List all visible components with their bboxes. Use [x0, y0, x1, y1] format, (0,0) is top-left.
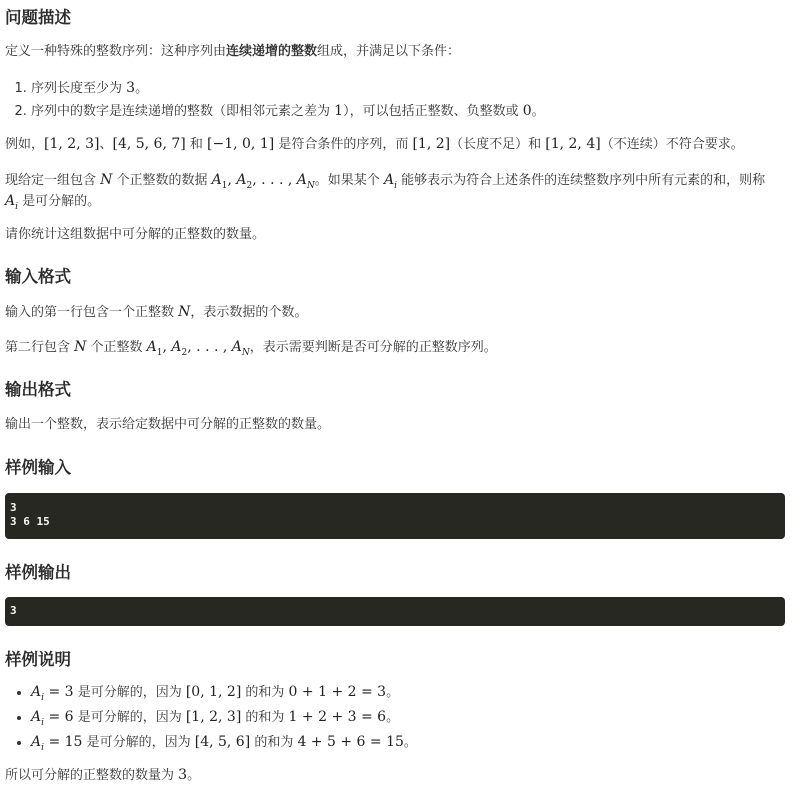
- input-line2: [5, 337, 497, 358]
- math: [1, 2, 4]: [545, 136, 601, 152]
- text: 能够表示为符合上述条件的连续整数序列中所有元素的和，则称: [396, 173, 766, 188]
- text: 的和为: [241, 685, 289, 700]
- rule-text: 序列中的数字是连续递增的整数（即相邻元素之差为: [31, 104, 335, 119]
- text: 是可分解的，因为: [73, 710, 186, 725]
- math-sub: 2: [181, 347, 188, 358]
- rules-list: [5, 78, 791, 124]
- math: [4, 5, 6]: [194, 734, 251, 750]
- code-line: 3 6 15: [10, 515, 50, 528]
- math: = 3: [48, 684, 74, 700]
- summary-paragraph: [5, 765, 200, 786]
- text: 的和为: [241, 710, 289, 725]
- text: 是符合条件的序列，而: [274, 137, 413, 152]
- rule-item: [31, 78, 791, 99]
- math-sub: i: [41, 692, 45, 703]
- math: A: [5, 193, 16, 209]
- math: A: [383, 172, 395, 188]
- math: 0 + 1 + 2 = 3: [288, 684, 387, 700]
- math-sub: i: [41, 742, 45, 753]
- rule-text: ），可以包括正整数、负整数或: [343, 104, 523, 119]
- math-sub: 1: [221, 180, 228, 191]
- input-line1: [5, 302, 307, 323]
- math: [4, 5, 6, 7]: [112, 136, 186, 152]
- math-sub: N: [306, 180, 315, 191]
- math-sub: i: [394, 180, 397, 191]
- text: 、: [99, 137, 113, 152]
- math: 0: [522, 103, 532, 119]
- math-sub: i: [41, 717, 45, 728]
- explanation-list: [5, 682, 791, 755]
- math: = 15: [48, 734, 83, 750]
- math: A: [31, 709, 42, 725]
- math: A: [171, 339, 182, 355]
- text: 现给定一组包含: [5, 173, 101, 188]
- text: 。: [403, 735, 417, 750]
- math-sequence: [146, 339, 250, 358]
- sample-input-code-block[interactable]: [5, 493, 785, 539]
- text: 。如果某个: [314, 173, 384, 188]
- text: 所以可分解的正整数的数量为: [5, 768, 179, 783]
- section-title-output: 输出格式: [5, 380, 71, 399]
- text: 输入的第一行包含一个正整数: [5, 305, 179, 320]
- sample-output-code-block[interactable]: [5, 597, 785, 626]
- explanation-item: [31, 707, 791, 728]
- text: （不连续）不符合要求。: [600, 137, 744, 152]
- text: 是可分解的。: [18, 194, 101, 209]
- definition-paragraph: [5, 42, 460, 62]
- text: 个正整数的数据: [112, 173, 212, 188]
- text: ，表示需要判断是否可分解的正整数序列。: [249, 340, 497, 355]
- math: N: [74, 339, 87, 355]
- math: 3: [178, 767, 188, 783]
- math: A: [31, 684, 42, 700]
- math: 1 + 2 + 3 = 6: [288, 709, 387, 725]
- text: 。: [187, 768, 201, 783]
- section-title-explanation: 样例说明: [5, 650, 71, 669]
- math: [1, 2, 3]: [185, 709, 242, 725]
- math: A: [31, 734, 42, 750]
- math: A: [296, 172, 307, 188]
- rule-text: 。: [531, 104, 545, 119]
- rule-item: [31, 101, 791, 122]
- code-line: 3: [10, 501, 17, 514]
- section-title-sample-output: 样例输出: [5, 563, 71, 582]
- explanation-item: [31, 732, 791, 753]
- section-title-input: 输入格式: [5, 267, 71, 286]
- text: 。: [386, 710, 400, 725]
- output-line1: 输出一个整数，表示给定数据中可分解的正整数的数量。: [5, 417, 331, 432]
- math-sub: N: [241, 347, 250, 358]
- math: A: [231, 339, 242, 355]
- math: N: [178, 304, 191, 320]
- math: [1, 2, 3]: [44, 136, 100, 152]
- math-sequence: [211, 172, 315, 191]
- text: （长度不足）和: [450, 137, 546, 152]
- text: 个正整数: [86, 340, 147, 355]
- text: 第二行包含: [5, 340, 75, 355]
- math-sub: 2: [246, 180, 253, 191]
- math: , . . . ,: [252, 172, 297, 188]
- math: = 6: [48, 709, 74, 725]
- definition-text: 定义一种特殊的整数序列：这种序列由: [5, 44, 227, 59]
- definition-text-end: 组成，并满足以下条件：: [317, 44, 461, 59]
- section-title-description: 问题描述: [5, 8, 71, 27]
- rule-text: 序列长度至少为: [31, 81, 127, 96]
- given-paragraph: [5, 170, 787, 212]
- rule-text: 。: [135, 81, 149, 96]
- math: A: [236, 172, 247, 188]
- definition-bold: 连续递增的整数: [226, 44, 318, 59]
- text: ，表示数据的个数。: [190, 305, 308, 320]
- text: 的和为: [250, 735, 298, 750]
- math: [1, 2]: [412, 136, 451, 152]
- code-line: 3: [10, 604, 17, 617]
- math: ,: [227, 172, 237, 188]
- text: 是可分解的，因为: [73, 685, 186, 700]
- math: ,: [162, 339, 172, 355]
- math: 1: [334, 103, 344, 119]
- ask-paragraph: 请你统计这组数据中可分解的正整数的数量。: [5, 227, 266, 242]
- text: 。: [386, 685, 400, 700]
- text: 例如，: [5, 137, 45, 152]
- text: 是可分解的，因为: [82, 735, 195, 750]
- math: [−1, 0, 1]: [207, 136, 275, 152]
- example-paragraph: [5, 134, 744, 155]
- math: [0, 1, 2]: [185, 684, 242, 700]
- math-sub: i: [15, 201, 19, 212]
- math: N: [100, 172, 113, 188]
- math: 4 + 5 + 6 = 15: [297, 734, 404, 750]
- math: 3: [126, 80, 136, 96]
- section-title-sample-input: 样例输入: [5, 458, 71, 477]
- math-sub: 1: [156, 347, 163, 358]
- math: A: [146, 339, 157, 355]
- math: , . . . ,: [187, 339, 232, 355]
- explanation-item: [31, 682, 791, 703]
- math: A: [211, 172, 222, 188]
- text: 和: [185, 137, 208, 152]
